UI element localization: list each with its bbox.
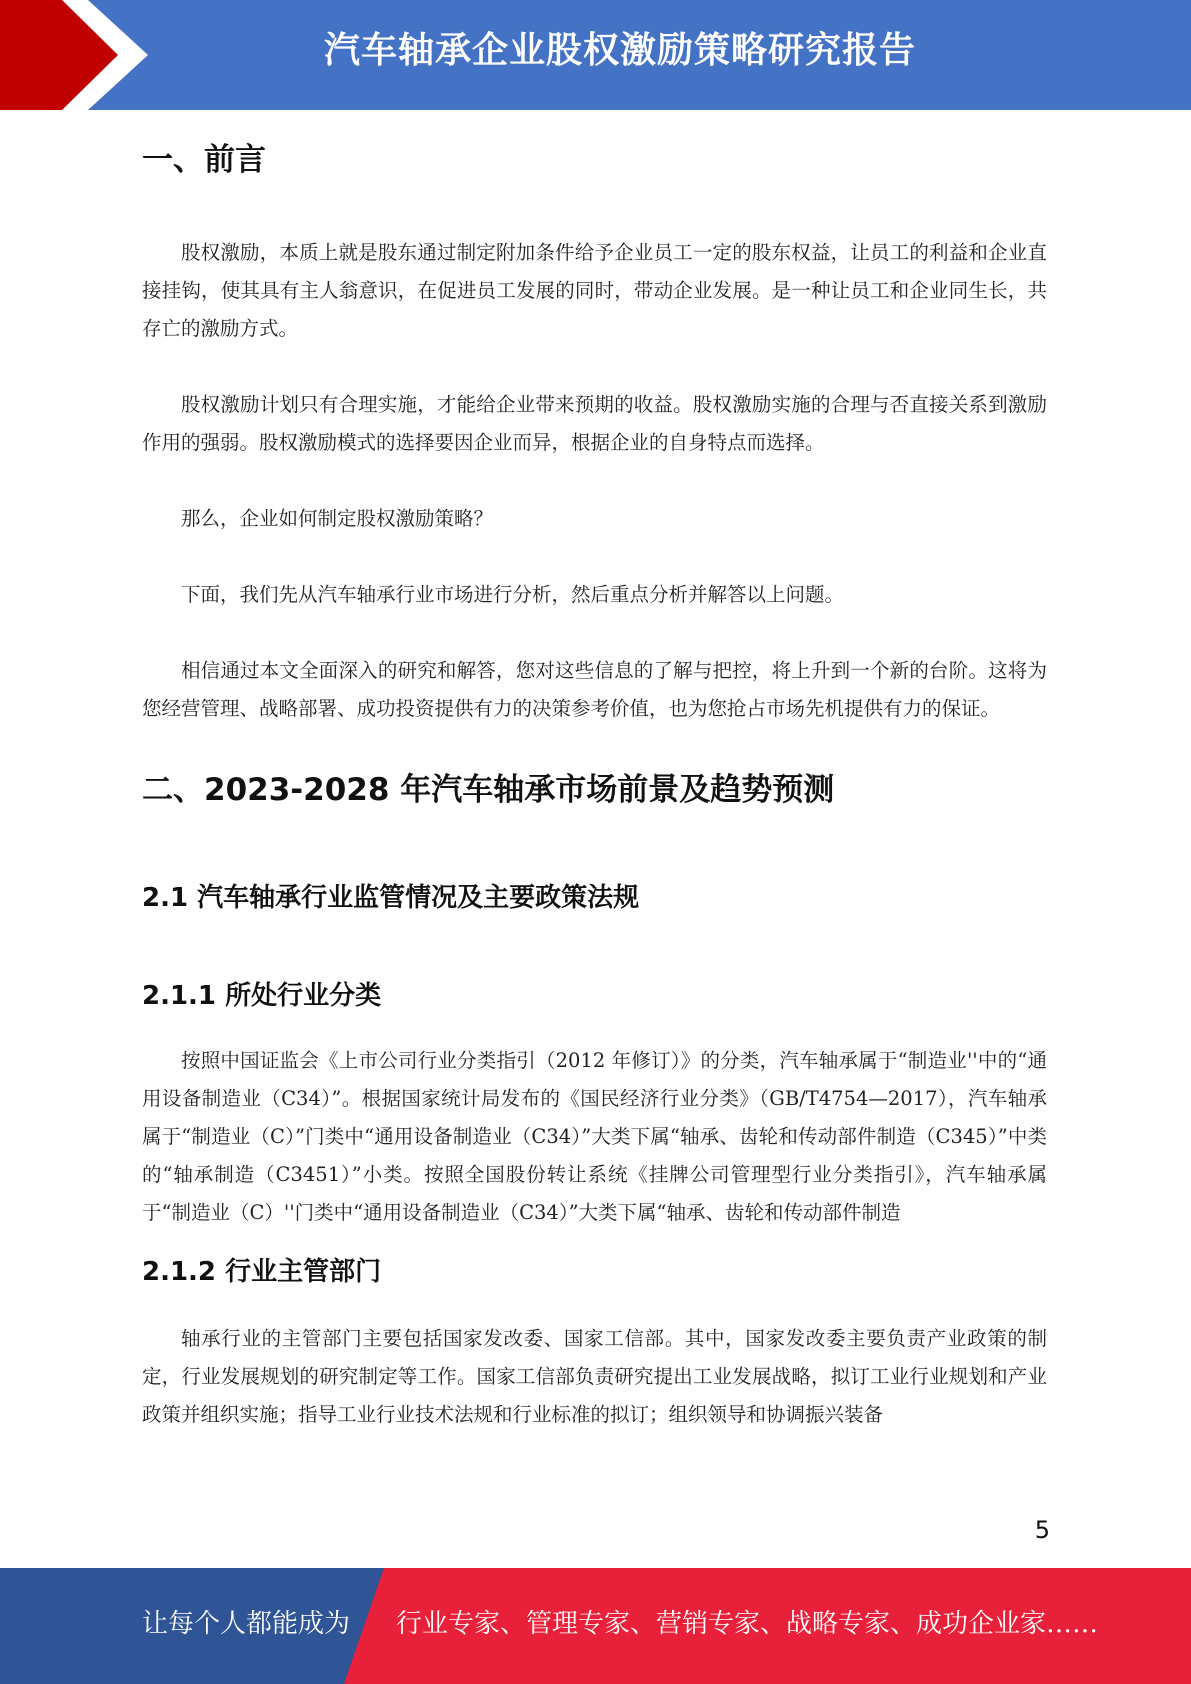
- subsection-heading-industry-classification: 2.1.1 所处行业分类: [142, 981, 382, 1011]
- footer-banner: [0, 1568, 1191, 1684]
- paragraph: 相信通过本文全面深入的研究和解答，您对这些信息的了解与把控，将上升到一个新的台阶。这将为您经营管理、战略部署、成功投资提供有力的决策参考价值，也为您抢占市场先机提供有力的保证。: [142, 659, 1047, 720]
- paragraph: 下面，我们先从汽车轴承行业市场进行分析，然后重点分析并解答以上问题。: [181, 583, 845, 606]
- footer-slogan-right: 行业专家、管理专家、营销专家、战略专家、成功企业家……: [396, 1609, 1099, 1639]
- section-heading-preface: 一、前言: [142, 142, 266, 178]
- subsection-heading-regulation: 2.1 汽车轴承行业监管情况及主要政策法规: [142, 883, 640, 913]
- section-heading-market-outlook: 二、2023-2028 年汽车轴承市场前景及趋势预测: [142, 772, 835, 808]
- paragraph: 那么，企业如何制定股权激励策略？: [181, 507, 494, 530]
- report-title: 汽车轴承企业股权激励策略研究报告: [323, 30, 916, 71]
- paragraph: 按照中国证监会《上市公司行业分类指引（2012 年修订）》的分类，汽车轴承属于“制造业''中的“通用设备制造业（C34）”。根据国家统计局发布的《国民经济行业分类》（GB/T4754—2017），汽车轴承属于“制造业（C）”门类中“通用设备制造业（C34）”大类下属“轴承、齿轮和传动部件制造（C345）”中类的“轴承制造（C3451）”小类。按照全国股份转让系统《挂牌公司管理型行业分类指引》，汽车轴承属于“制造业（C）''门类中“通用设备制造业（C34）”大类下属“轴承、齿轮和传动部件制造: [142, 1049, 1047, 1224]
- paragraph: 轴承行业的主管部门主要包括国家发改委、国家工信部。其中，国家发改委主要负责产业政策的制定，行业发展规划的研究制定等工作。国家工信部负责研究提出工业发展战略，拟订工业行业规划和产业政策并组织实施；指导工业行业技术法规和行业标准的拟订；组织领导和协调振兴装备: [142, 1327, 1047, 1426]
- header-banner: [0, 0, 1191, 110]
- page-content: [142, 128, 1047, 1434]
- paragraph: 股权激励，本质上就是股东通过制定附加条件给予企业员工一定的股东权益，让员工的利益和企业直接挂钩，使其具有主人翁意识，在促进员工发展的同时，带动企业发展。是一种让员工和企业同生长，共存亡的激励方式。: [142, 241, 1047, 340]
- footer-slogan-left: 让每个人都能成为: [142, 1609, 351, 1639]
- page-number: 5: [1034, 1516, 1050, 1544]
- subsection-heading-authority: 2.1.2 行业主管部门: [142, 1257, 382, 1287]
- paragraph: 股权激励计划只有合理实施，才能给企业带来预期的收益。股权激励实施的合理与否直接关系到激励作用的强弱。股权激励模式的选择要因企业而异，根据企业的自身特点而选择。: [142, 393, 1047, 454]
